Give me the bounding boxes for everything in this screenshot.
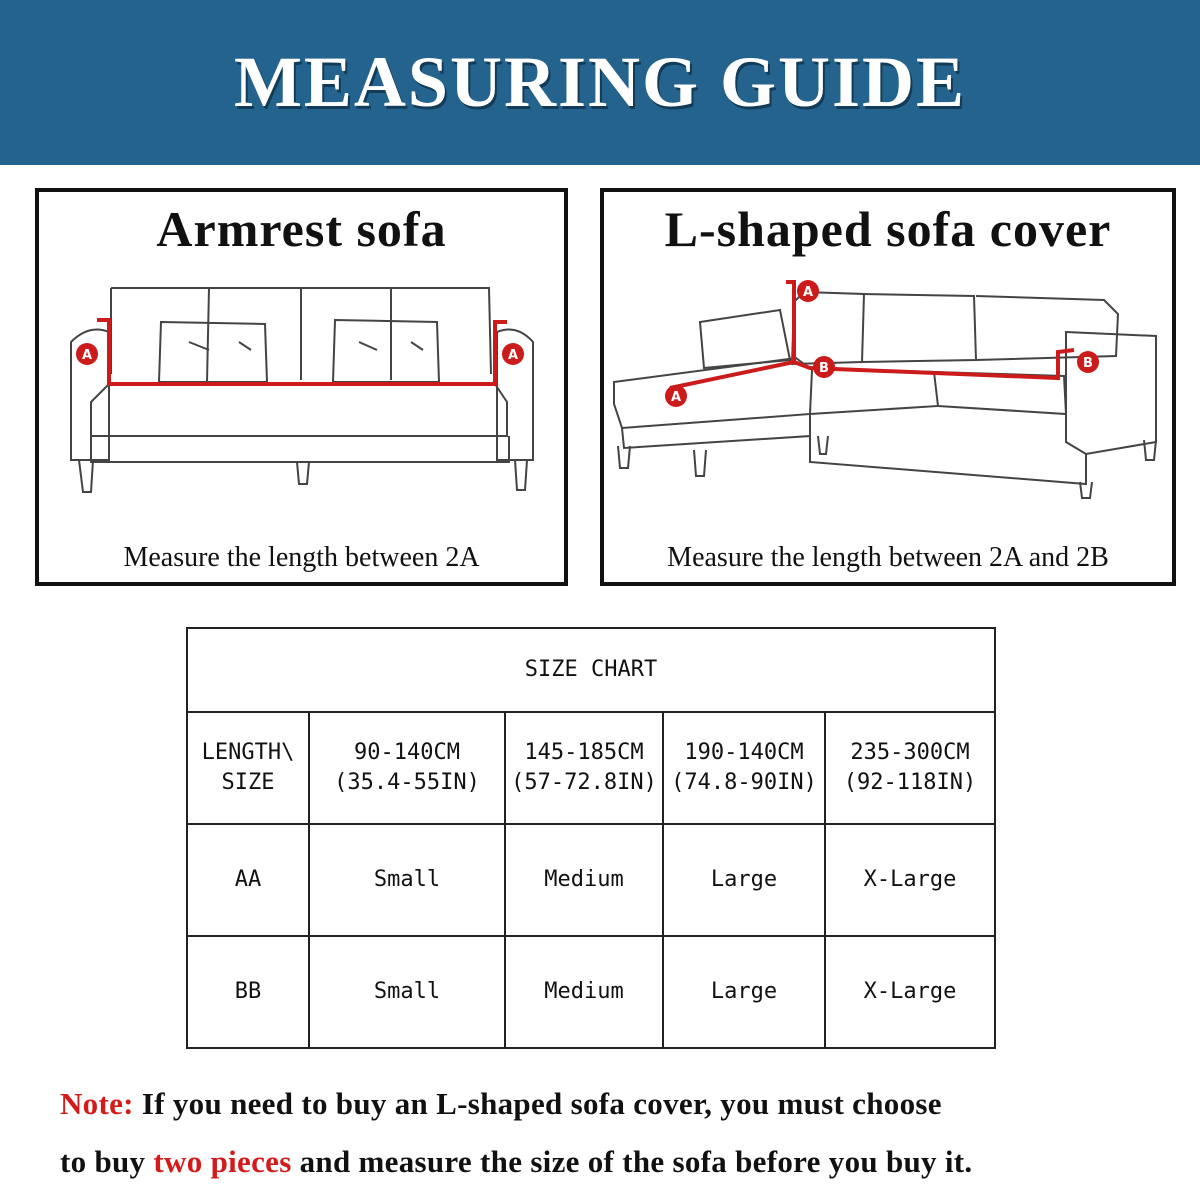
range-header-cell (825, 712, 995, 824)
row-label-cell: BB (187, 936, 309, 1048)
l-shaped-sofa-title: L-shaped sofa cover (664, 201, 1112, 257)
range-in: (92-118IN) (843, 770, 977, 795)
table-row (187, 936, 995, 1048)
corner-header-cell (187, 712, 309, 824)
note-text-2-start: to buy (60, 1144, 154, 1179)
size-cell: Large (663, 936, 825, 1048)
note-text-1: If you need to buy an L-shaped sofa cover, you must choose (133, 1086, 942, 1121)
row-label-cell: AA (187, 824, 309, 936)
range-cm: 190-140CM (684, 740, 804, 766)
range-in: (74.8-90IN) (671, 770, 817, 795)
size-chart-caption-row (187, 628, 995, 712)
armrest-sofa-caption: Measure the length between 2A (123, 542, 480, 573)
l-shaped-sofa-illustration (604, 192, 1172, 582)
size-cell: Small (309, 824, 505, 936)
table-row (187, 824, 995, 936)
header-banner (0, 0, 1200, 165)
note-text-2-end: and measure the size of the sofa before you buy it. (291, 1144, 973, 1179)
size-cell: Medium (505, 824, 663, 936)
size-cell: X-Large (825, 824, 995, 936)
size-cell: Small (309, 936, 505, 1048)
page-title: MEASURING GUIDE (233, 42, 967, 122)
l-shaped-sofa-panel (600, 188, 1176, 586)
range-header-cell (663, 712, 825, 824)
range-header-cell (505, 712, 663, 824)
note-line-1 (60, 1075, 1190, 1133)
range-cm: 235-300CM (850, 740, 970, 766)
note-highlight: two pieces (153, 1144, 292, 1179)
range-cm: 145-185CM (524, 740, 644, 766)
range-in: (57-72.8IN) (511, 770, 657, 795)
size-chart-table (186, 627, 996, 1049)
range-in: (35.4-55IN) (334, 770, 480, 795)
l-shaped-sofa-caption: Measure the length between 2A and 2B (667, 542, 1109, 573)
size-cell: X-Large (825, 936, 995, 1048)
size-cell: Large (663, 824, 825, 936)
size-cell: Medium (505, 936, 663, 1048)
armrest-marker-a-left: A (81, 348, 93, 363)
note-label: Note: (60, 1086, 134, 1121)
armrest-sofa-panel (35, 188, 568, 586)
corner-label-length: LENGTH\ (201, 740, 295, 766)
armrest-sofa-title: Armrest sofa (156, 201, 447, 257)
range-header-cell (309, 712, 505, 824)
l-marker-a-top: A (802, 285, 814, 300)
size-chart-header-row (187, 712, 995, 824)
armrest-sofa-illustration (39, 192, 564, 582)
purchase-note (60, 1075, 1190, 1191)
note-line-2 (60, 1133, 1190, 1191)
corner-label-size: SIZE (221, 770, 275, 795)
l-marker-a-chaise: A (670, 390, 682, 405)
range-cm: 90-140CM (354, 740, 460, 766)
size-chart-caption: SIZE CHART (187, 628, 995, 712)
l-marker-b-arm: B (1083, 356, 1093, 371)
l-marker-b-corner: B (819, 361, 829, 376)
armrest-marker-a-right: A (507, 348, 519, 363)
